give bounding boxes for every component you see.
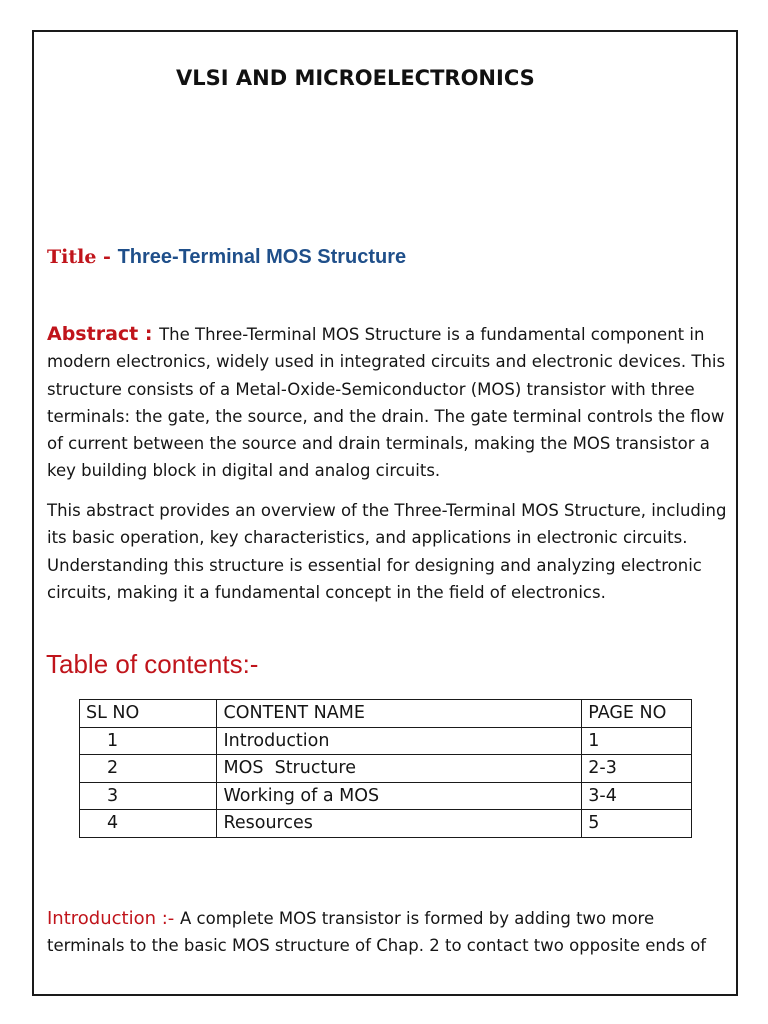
toc-name-cell: Resources: [217, 810, 582, 838]
abstract-text-1: The Three-Terminal MOS Structure is a fundamental component in modern electronics, widely used in integrated circuits and electronic devices. This structure consists of a Metal-Oxide-Semiconductor (MOS) transistor with three terminals: the gate, the source, and the drain. The gate terminal controls the flow of current between the source and drain terminals, making the MOS transistor a key building block in digital and analog circuits.: [47, 325, 726, 481]
introduction-label: Introduction :-: [47, 908, 181, 929]
table-row: [80, 782, 692, 810]
document-title: Three-Terminal MOS Structure: [117, 246, 407, 268]
abstract-paragraph-2: This abstract provides an overview of the Three-Terminal MOS Structure, including its basic operation, key characteristics, and applications in electronic circuits. Understanding this structure is essential for designing and analyzing electronic circuits, making it a fundamental concept in the field of electronics.: [47, 501, 727, 602]
course-title: VLSI AND MICROELECTRONICS: [176, 66, 535, 90]
title-label: Title -: [47, 246, 118, 268]
toc-name-cell: MOS Structure: [217, 755, 582, 783]
toc-heading: Table of contents:-: [46, 649, 259, 679]
toc-column-header: SL NO: [80, 700, 217, 728]
table-row: [80, 727, 692, 755]
toc-page-cell: 3-4: [582, 782, 692, 810]
introduction-text: A complete MOS transistor is formed by adding two more terminals to the basic MOS structure of Chap. 2 to contact two opposite ends of: [47, 909, 707, 956]
table-row: [80, 810, 692, 838]
toc-table: [79, 699, 692, 838]
table-row: [80, 755, 692, 783]
toc-page-cell: 2-3: [582, 755, 692, 783]
toc-sl-cell: 4: [80, 810, 217, 838]
toc-sl-cell: 3: [80, 782, 217, 810]
abstract-label: Abstract :: [47, 323, 160, 345]
abstract-paragraph-1: [47, 321, 727, 485]
toc-header-row: [80, 700, 692, 728]
toc-column-header: CONTENT NAME: [217, 700, 582, 728]
toc-sl-cell: 2: [80, 755, 217, 783]
toc-page-cell: 5: [582, 810, 692, 838]
toc-column-header: PAGE NO: [582, 700, 692, 728]
title-line: [47, 246, 406, 269]
toc-name-cell: Working of a MOS: [217, 782, 582, 810]
introduction-paragraph: [47, 905, 727, 960]
toc-sl-cell: 1: [80, 727, 217, 755]
toc-page-cell: 1: [582, 727, 692, 755]
toc-name-cell: Introduction: [217, 727, 582, 755]
